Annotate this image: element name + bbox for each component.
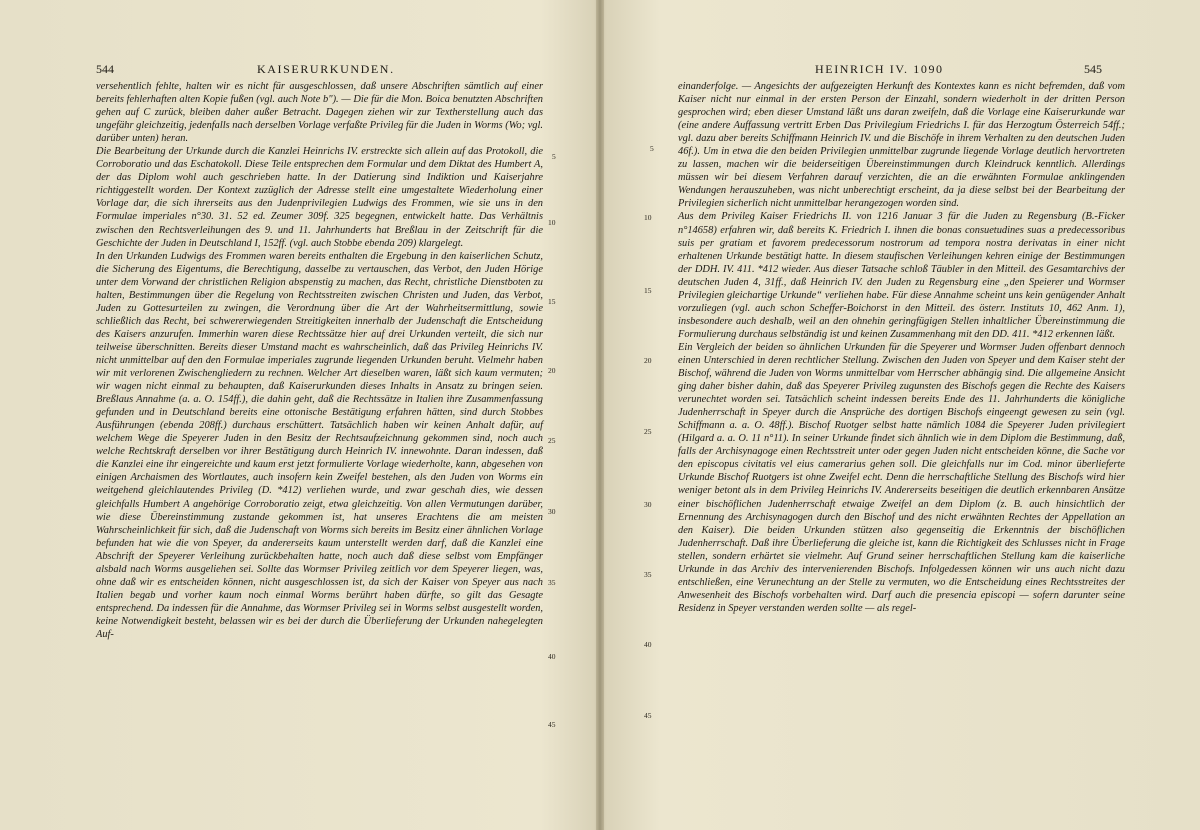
line-number-right: 35 xyxy=(644,570,652,579)
line-number-right: 15 xyxy=(644,286,652,295)
line-number-left: 15 xyxy=(548,297,556,306)
line-number-right: 30 xyxy=(644,500,652,509)
line-number-left: 5 xyxy=(552,152,556,161)
line-number-right: 25 xyxy=(644,427,652,436)
line-number-right: 5 xyxy=(650,144,654,153)
line-number-left: 20 xyxy=(548,366,556,375)
left-page xyxy=(0,0,598,830)
line-number-left: 25 xyxy=(548,436,556,445)
right-paragraph-1: einanderfolge. — Angesichts der aufgezeigten Herkunft des Kontextes kann es nicht befremden, daß vom Kaiser nicht nur einmal in der ersten Person der Einzahl, sondern wiederholt in der dritten Person gesprochen wird; eben dieser Umstand läßt uns daran zweifeln, daß die Vorlage eine Kaiserurkunde war (eine andere Auffassung vertritt Erben Das Privilegium Friedrichs I. für das Herzogtum Österreich 54ff.; vgl. dazu aber bereits Schiffmann Heinrich IV. und die Bischöfe in ihrem Verhalten zu den deutschen Juden 46f.). Um in etwa die den beiden Privilegien unmittelbar zugrunde liegende Vorlage deutlich hervortreten zu lassen, machen wir die beiderseitigen Übereinstimmungen durch Kleindruck kenntlich. Allerdings müssen wir bei diesem Verfahren darauf verzichten, die an die erwähnten Formulae anklingenden Wendungen herauszuheben, was nicht unberechtigt erscheint, da ja diese selbst bei der Bearbeitung der Privilegien sicherlich nicht unmittelbar herangezogen worden sind. xyxy=(678,81,1125,210)
line-number-right: 20 xyxy=(644,356,652,365)
right-body-text xyxy=(678,80,1125,615)
line-number-left: 45 xyxy=(548,720,556,729)
line-number-left: 35 xyxy=(548,578,556,587)
right-paragraph-3: Ein Vergleich der beiden so ähnlichen Urkunden für die Speyerer und Wormser Juden offenbart dennoch einen Unterschied in deren rechtlicher Stellung. Zwischen den Juden von Speyer und dem Kaiser steht der Bischof, während die Juden von Worms unmittelbar vom Herrscher abhängig sind. Die allgemeine Ansicht ging daher bisher dahin, daß das Speyerer Privileg zugunsten des Bischofs gegen die Rechte des Kaisers verunechtet worden sei. Tatsächlich scheint indessen bereits Ende des 11. Jahrhunderts die königliche Judenherrschaft in Speyer durch die Ansprüche des dortigen Bischofs eingeengt gewesen zu sein (vgl. Schiffmann a. a. O. 48ff.). Bischof Ruotger selbst hatte nämlich 1084 die Speyerer Juden privilegiert (Hilgard a. a. O. 11 n°11). In seiner Urkunde findet sich ähnlich wie in dem Diplom die Bestimmung, daß, falls der Archisynagoge einen Rechtsstreit unter oder gegen Juden nicht entscheiden könne, die Sache vor den episcopus civitatis vel eius camerarius gehen soll. Die gleichfalls nur im Cod. minor überlieferte Urkunde Bischof Ruotgers ist ohne Zweifel echt. Denn die herrschaftliche Stellung des Bischofs wird hier weniger betont als in dem Privileg Heinrichs IV. Andererseits beseitigen die deutlich erkennbaren Ansätze einer bischöflichen Judenherrschaft etwaige Zweifel an dem Diplom (z. B. auch hinsichtlich der Ernennung des Archisynagogen durch den Bischof und des nicht erwähnten Rechtes der Appellation an den Kaiser). Die beiden Urkunden stützen also gegenseitig die Erkenntnis der bischöflichen Judenherrschaft. Daß ihre Überlieferung die gleiche ist, kann die Richtigkeit des Schlusses nicht in Frage stellen, sondern erhärtet sie vielmehr. Auf Grund seiner herrschaftlichen Stellung kam die kaiserliche Urkunde in das Archiv des intervenierenden Bischofs. Infolgedessen können wir uns auch nicht dazu entschließen, eine Verunechtung an der Stelle zu vermuten, wo die Entscheidung eines Rechtsstreites der Anwesenheit des Bischofs vorbehalten wird. Darf auch die presencia episcopi — sofern darunter seine Residenz in Speyer verstanden werden sollte — als regel- xyxy=(678,341,1125,614)
running-head-left: KAISERURKUNDEN. xyxy=(257,62,395,76)
line-number-left: 40 xyxy=(548,652,556,661)
right-page xyxy=(602,0,1200,830)
right-paragraph-2: Aus dem Privileg Kaiser Friedrichs II. von 1216 Januar 3 für die Juden zu Regensburg (B.-Ficker n°14658) erfahren wir, daß bereits K. Friedrich I. ihnen die bonas consuetudines suas a predecessoribus suis per gratiam et favorem predecessorum nostrorum ad tempora nostra derivatas in einer nicht erhaltenen Urkunde bestätigt hatte. In diesem staufischen Verleihungen kehren einige der Bestimmungen der DDH. IV. 411. *412 wieder. Aus dieser Tatsache schloß Täubler in den Mitteil. des Gesamtarchivs der deutschen Juden 4, 31ff., daß Heinrich IV. den Juden zu Regensburg eine „den Speierer und Wormser Privilegien gleichartige Urkunde“ verliehen habe. Für diese Annahme scheint uns kein genügender Anhalt vorzuliegen (vgl. auch schon Scheffer-Boichorst in den Mitteil. des österr. Instituts 10, 462 Anm. 1), insbesondere auch deshalb, weil an den ohnehin geringfügigen Stellen inhaltlicher Übereinstimmung die Formulierung durchaus selbständig ist und keinen Zusammenhang mit den DD. 411. *412 erkennen läßt. xyxy=(678,211,1125,340)
page-number-left: 544 xyxy=(96,62,114,76)
line-number-left: 10 xyxy=(548,218,556,227)
left-paragraph-1: versehentlich fehlte, halten wir es nicht für ausgeschlossen, daß unsere Abschriften sämtlich auf einer bereits fehlerhaften alten Kopie fußen (vgl. auch Note b"). — Die für die Mon. Boica benutzten Abschriften gehen auf C zurück, bleiben daher außer Betracht. Dagegen ziehen wir zur Textherstellung auch das ungefähr gleichzeitig, jedenfalls nach derselben Vorlage verfaßte Privileg für die Juden in Worms (Wo; vgl. darüber unten) heran. xyxy=(96,81,543,145)
line-number-left: 30 xyxy=(548,507,556,516)
left-body-text xyxy=(96,80,543,641)
left-paragraph-2: Die Bearbeitung der Urkunde durch die Kanzlei Heinrichs IV. erstreckte sich allein auf das Protokoll, die Corroboratio und das Eschatokoll. Diese Teile entsprechen dem Formular und dem Diktat des Humbert A, der das Diplom wohl auch geschrieben hatte. In der Datierung sind Indiktion und Kaiserjahre richtiggestellt worden. Der Kontext zuzüglich der Adresse stellt eine umgestaltete Wiederholung einer Vorlage dar, die sich ihrerseits aus den Judenprivilegien Ludwigs des Frommen, wie sie uns in den Formulae imperiales n°30. 31. 52 ed. Zeumer 309f. 325 begegnen, entwickelt hatte. Das Verhältnis zwischen den Rechtsverleihungen des 9. und 11. Jahrhunderts hat Breßlau in der Zeitschrift für die Geschichte der Juden in Deutschland I, 152ff. (vgl. auch Stobbe ebenda 209) klargelegt. xyxy=(96,146,543,249)
page-number-right: 545 xyxy=(1084,62,1102,76)
line-number-right: 45 xyxy=(644,711,652,720)
line-number-right: 40 xyxy=(644,640,652,649)
left-paragraph-3: In den Urkunden Ludwigs des Frommen waren bereits enthalten die Ergebung in den kaiserlichen Schutz, die Sicherung des Eigentums, die Berechtigung, dasselbe zu vertauschen, das Verbot, den Juden Hörige unter dem Vorwand der christlichen Religion abspenstig zu machen, das Recht, christliche Dienstboten zu halten, Bestimmungen über die Regelung von Rechtsstreiten zwischen Christen und Juden, das Verbot, Juden zu Gottesurteilen zu zwingen, die Verordnung über die Art der Wahrheitsermittlung, sowie schließlich das Recht, bei schwererwiegenden Streitigkeiten innerhalb der Judenschaft die Entscheidung des Kaisers anzurufen. Immerhin waren diese Rechtssätze hier auf drei Urkunden verteilt, die sich nur teilweise überschnitten. Bereits dieser Umstand macht es wahrscheinlich, daß das Privileg Heinrichs IV. nicht unmittelbar auf den den Formulae imperiales zugrunde liegenden Urkunden beruht. Vielmehr haben wir mit verlorenen Zwischengliedern zu rechnen. Welcher Art dieselben waren, läßt sich kaum vermuten; wir wagen nicht einmal zu behaupten, daß Kaiserurkunden dieses Inhalts in Ansatz zu bringen seien. Breßlaus Annahme (a. a. O. 154ff.), die dahin geht, daß die Rechtssätze in Italien ihre Zusammenfassung gefunden und in Deutschland bereits eine ottonische Bestätigung erfahren hätten, sind durch Stobbes Ausführungen (ebenda 208ff.) durchaus erschüttert. Tatsächlich haben wir keinen Anhalt dafür, auf welchem Wege die Speyerer Juden in den Besitz der Rechtsaufzeichnung gekommen sind, noch auch welche Rechtskraft derselben vor ihrer Bestätigung durch Heinrich IV. innewohnte. Daran indessen, daß die Kanzlei eine ihr eingereichte und kaum erst jetzt formulierte Vorlage wiederholte, kann, abgesehen von einigen Archaismen des Wortlautes, auch insofern kein Zweifel bestehen, als den Juden von Worms ein weitgehend gleichlautendes Privileg (D. *412) verliehen wurde, und zwar geschah dies, wie dessen gleichfalls Humbert A angehörige Corroboratio zeigt, etwa gleichzeitig. Von allen Vermutungen darüber, wie diese Übereinstimmung zustande gekommen ist, hat unseres Erachtens die am meisten Wahrscheinlichkeit für sich, daß die Judenschaft von Worms sich bereits im Besitz einer ähnlichen Vorlage befunden hat wie die von Speyer, da andererseits kaum unterstellt werden darf, daß die Kanzlei eine Abschrift der Speyerer Verleihung zurückbehalten hatte, noch auch daß diese selbst vom Empfänger alsbald nach Worms ausgeliehen sei. Sollte das Wormser Privileg zeitlich vor dem Speyerer liegen, was, ohne daß wir es entscheiden können, nicht ausgeschlossen ist, da sich der Kaiser von Speyer aus nach Italien begab und vorher kaum noch einmal Worms berührt haben dürfte, so gilt das Gesagte entsprechend. Da indessen für die Annahme, das Wormser Privileg sei in Worms selbst ausgestellt worden, keine Notwendigkeit besteht, belassen wir es bei der durch die Überlieferung der Urkunden nahegelegten Auf- xyxy=(96,250,543,640)
running-head-right: HEINRICH IV. 1090 xyxy=(815,62,944,76)
line-number-right: 10 xyxy=(644,213,652,222)
